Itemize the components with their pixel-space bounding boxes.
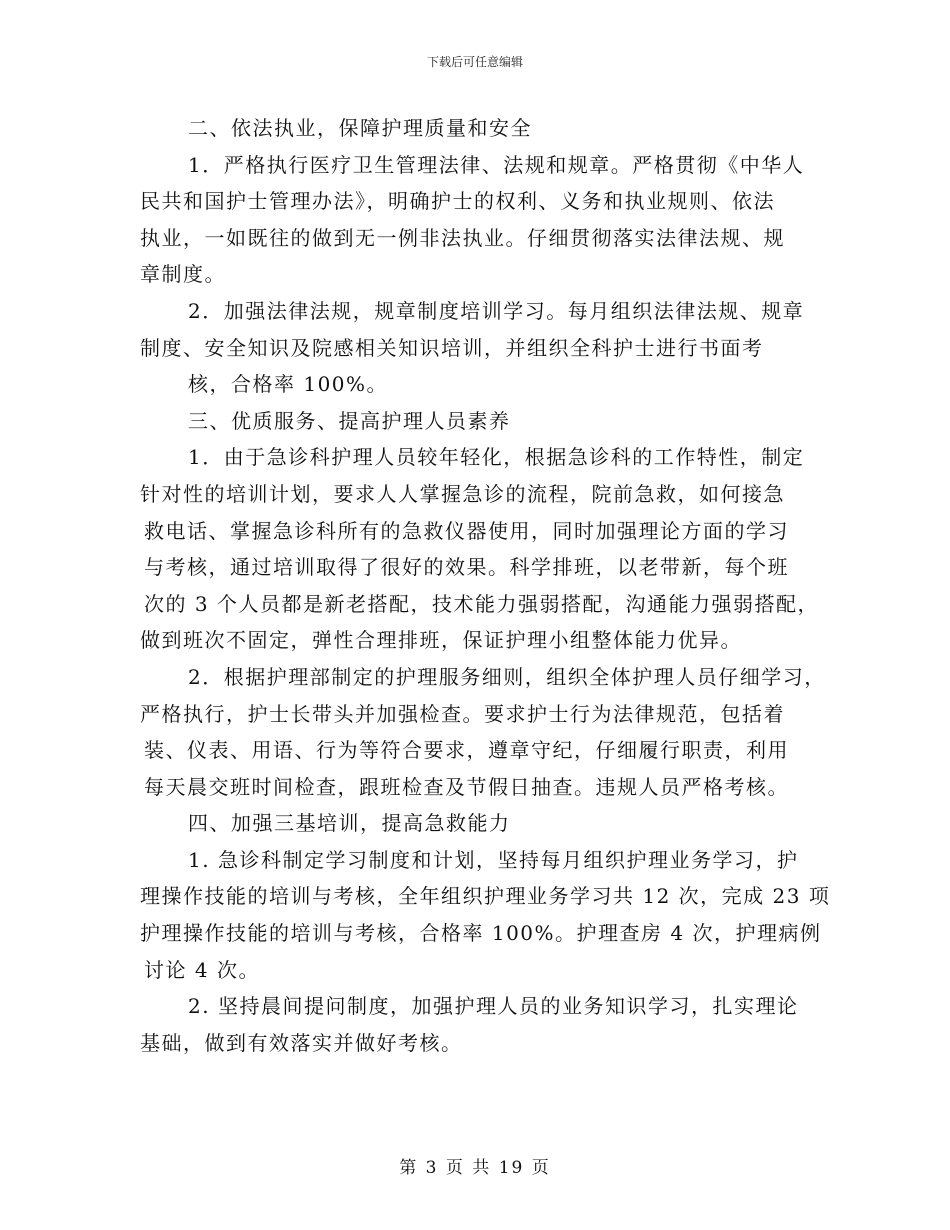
paragraph-line: 章制度。: [140, 262, 226, 287]
paragraph-line: 1．严格执行医疗卫生管理法律、法规和规章。严格贯彻《中华人: [188, 152, 805, 177]
paragraph-line: 执业，一如既往的做到无一例非法执业。仔细贯彻落实法律法规、规: [140, 225, 785, 250]
header-note: 下载后可任意编辑: [426, 55, 523, 69]
section-heading-4: 四、加强三基培训，提高急救能力: [188, 811, 511, 836]
section-heading-3: 三、优质服务、提高护理人员素养: [188, 408, 511, 433]
page-number: 第 3 页 共 19 页: [399, 1158, 551, 1178]
paragraph-line: 做到班次不固定，弹性合理排班，保证护理小组整体能力优异。: [140, 628, 742, 653]
paragraph-line: 护理操作技能的培训与考核，合格率 100%。护理查房 4 次，护理病例: [140, 921, 822, 946]
document-body: [140, 110, 831, 1061]
paragraph-line: 针对性的培训计划，要求人人掌握急诊的流程，院前急救，如何接急: [140, 481, 785, 506]
paragraph-line: 每天晨交班时间检查，跟班检查及节假日抽查。违规人员严格考核。: [144, 774, 789, 799]
paragraph-line: 制度、安全知识及院感相关知识培训，并组织全科护士进行书面考: [140, 335, 764, 360]
paragraph-line: 核，合格率 100%。: [188, 372, 389, 397]
paragraph-line: 与考核，通过培训取得了很好的效果。科学排班，以老带新，每个班: [144, 555, 789, 580]
paragraph-line: 讨论 4 次。: [144, 957, 260, 982]
paragraph-line: 次的 3 个人员都是新老搭配，技术能力强弱搭配，沟通能力强弱搭配，: [144, 591, 819, 616]
section-heading-2: 二、依法执业，保障护理质量和安全: [188, 116, 532, 140]
paragraph-line: 严格执行，护士长带头并加强检查。要求护士行为法律规范，包括着: [140, 701, 785, 726]
paragraph-line: 1．由于急诊科护理人员较年轻化，根据急诊科的工作特性，制定: [188, 445, 805, 470]
paragraph-line: 民共和国护士管理办法》，明确护士的权利、义务和执业规则、依法: [140, 189, 775, 214]
paragraph-line: 2. 坚持晨间提问制度，加强护理人员的业务知识学习，扎实理论: [188, 994, 799, 1019]
paragraph-line: 装、仪表、用语、行为等符合要求，遵章守纪，仔细履行职责，利用: [144, 738, 789, 763]
paragraph-line: 2．根据护理部制定的护理服务细则，组织全体护理人员仔细学习，: [188, 664, 826, 689]
paragraph-line: 基础，做到有效落实并做好考核。: [140, 1030, 463, 1055]
paragraph-line: 理操作技能的培训与考核，全年组织护理业务学习共 12 次，完成 23 项: [140, 884, 831, 909]
paragraph-line: 1. 急诊科制定学习制度和计划，坚持每月组织护理业务学习，护: [188, 847, 799, 872]
paragraph-line: 2．加强法律法规，规章制度培训学习。每月组织法律法规、规章: [188, 298, 805, 323]
paragraph-line: 救电话、掌握急诊科所有的急救仪器使用，同时加强理论方面的学习: [144, 518, 789, 543]
